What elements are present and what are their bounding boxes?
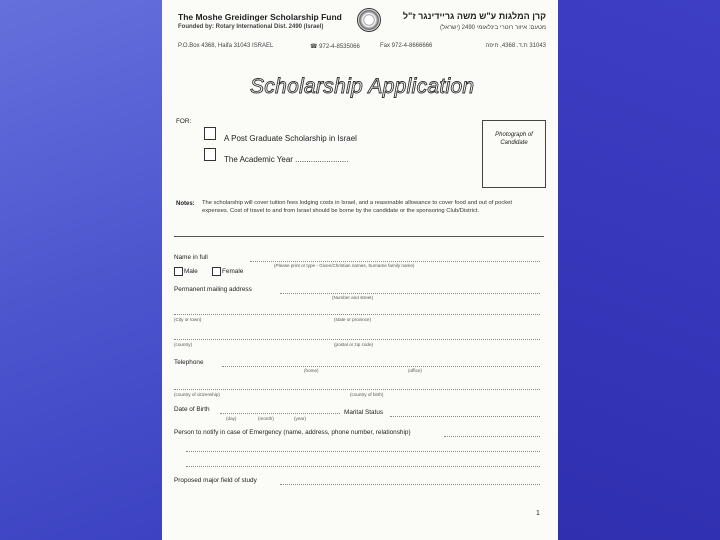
birth-country-hint: (country of birth) xyxy=(350,392,384,397)
notes-text: The scholarship will cover tuition fees lodging costs in Israel, and a reasonable allowance to cover food and out of pocket expenses. Cost of travel to and from Israel should be borne by the candidate or the sponsoring Club/District. xyxy=(202,200,512,214)
telephone-field[interactable] xyxy=(222,366,540,367)
academic-year-option-label: The Academic Year ........................ xyxy=(224,155,349,164)
home-hint: (home) xyxy=(304,368,319,373)
state-hint: (state or province) xyxy=(334,317,372,322)
fund-name: The Moshe Greidinger Scholarship Fund xyxy=(178,12,342,22)
hebrew-address: 31043 ת.ד. 4368, חיפה xyxy=(485,43,546,49)
rotary-logo-icon xyxy=(357,8,381,32)
postgrad-option-label: A Post Graduate Scholarship in Israel xyxy=(224,134,357,143)
founded-by: Founded by: Rotary International Dist. 2490 (Israel) xyxy=(178,24,324,30)
female-label: Female xyxy=(222,268,244,275)
street-field[interactable] xyxy=(280,293,540,294)
city-state-field[interactable] xyxy=(174,314,540,315)
day-hint: (day) xyxy=(226,416,237,421)
month-hint: (month) xyxy=(258,416,274,421)
hebrew-subtitle: מטעם: איזור רוטרי בינלאומי 2490 (ישראל) xyxy=(440,25,546,31)
emergency-field-2[interactable] xyxy=(186,451,540,452)
country-hint: (country) xyxy=(174,342,193,347)
number-street-hint: (Number and street) xyxy=(332,295,374,300)
male-checkbox[interactable] xyxy=(174,267,183,276)
name-label: Name in full xyxy=(174,254,208,261)
office-hint: (office) xyxy=(408,368,422,373)
phone-number: ☎ 972-4-8535066 xyxy=(310,44,360,50)
slide-background-right xyxy=(558,0,720,540)
emergency-field-3[interactable] xyxy=(186,466,540,467)
emergency-field-1[interactable] xyxy=(444,436,540,437)
city-hint: (City or town) xyxy=(174,317,202,322)
major-field[interactable] xyxy=(280,484,540,485)
for-label: FOR: xyxy=(176,118,192,125)
photo-label: Photograph of Candidate xyxy=(495,132,533,146)
postal-hint: (postal or zip code) xyxy=(334,342,374,347)
page-title: Scholarship Application xyxy=(250,75,475,98)
photo-box xyxy=(482,120,546,188)
male-label: Male xyxy=(184,268,198,275)
slide-background-left xyxy=(0,0,162,540)
postgrad-checkbox[interactable] xyxy=(204,127,216,140)
fax-number: Fax 972-4-8666666 xyxy=(380,43,433,49)
country-postal-field[interactable] xyxy=(174,339,540,340)
scholarship-document xyxy=(162,0,558,540)
notes-label: Notes: xyxy=(176,201,195,207)
dob-label: Date of Birth xyxy=(174,406,210,413)
emergency-label: Person to notify in case of Emergency (name, address, phone number, relationship) xyxy=(174,429,411,436)
phone-icon: ☎ xyxy=(310,44,320,50)
dob-field[interactable] xyxy=(220,413,340,414)
year-hint: (year) xyxy=(294,416,306,421)
citizenship-field[interactable] xyxy=(174,389,540,390)
mailing-address-label: Permanent mailing address xyxy=(174,286,252,293)
name-field[interactable] xyxy=(250,261,540,262)
section-divider xyxy=(174,236,544,237)
name-hint: (Please print or type - Given/Christian names, Surname family name) xyxy=(274,263,415,268)
telephone-label: Telephone xyxy=(174,359,204,366)
female-checkbox[interactable] xyxy=(212,267,221,276)
hebrew-fund-name: קרן המלגות ע"ש משה גריידינגר ז"ל xyxy=(402,11,546,21)
marital-status-label: Marital Status xyxy=(344,409,384,416)
marital-status-field[interactable] xyxy=(390,416,540,417)
major-label: Proposed major field of study xyxy=(174,477,257,484)
citizenship-hint: (country of citizenship) xyxy=(174,392,220,397)
po-box: P.O.Box 4368, Haifa 31043 ISRAEL xyxy=(178,43,274,49)
academic-year-checkbox[interactable] xyxy=(204,148,216,161)
page-number: 1 xyxy=(536,510,540,517)
